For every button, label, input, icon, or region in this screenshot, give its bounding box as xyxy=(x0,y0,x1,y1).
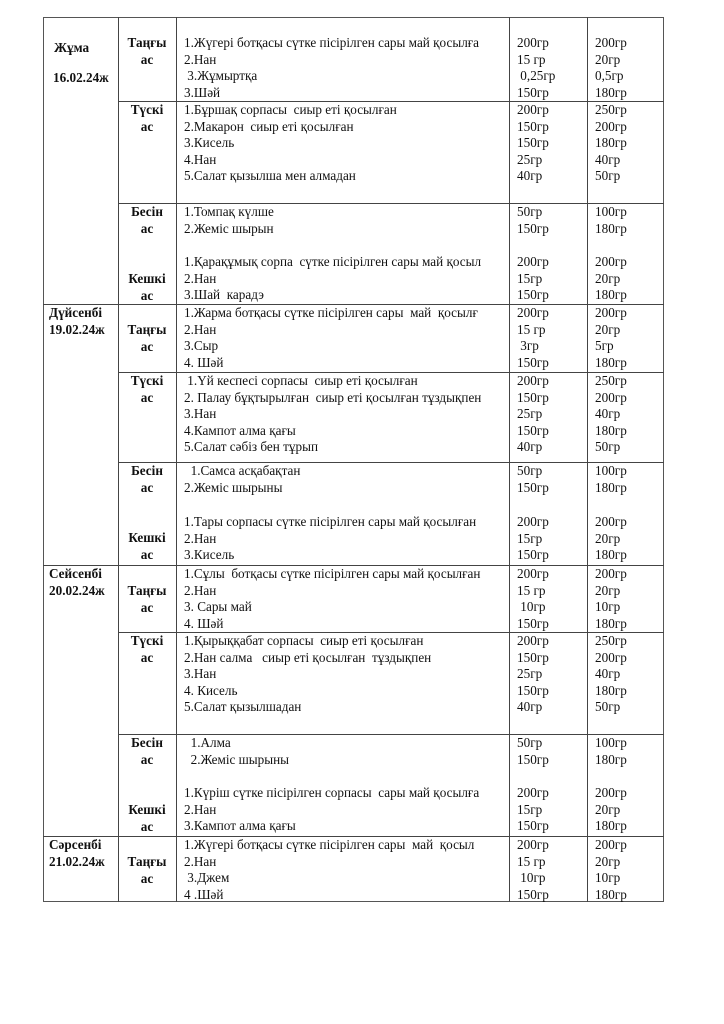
portion-small: 150гр xyxy=(517,220,549,236)
menu-item-text: 5.Салат қызылша мен алмадан xyxy=(184,168,356,184)
meal-suffix: ас xyxy=(140,650,154,665)
portion-large: 180гр xyxy=(595,422,627,438)
menu-item-text: 1.Алма xyxy=(184,735,231,750)
menu-item-text: 3.Шәй xyxy=(184,84,221,100)
portion-small: 50гр xyxy=(517,463,543,478)
menu-item-text: 2.Нан салма сиыр еті қосылған тұздықпен xyxy=(184,649,432,665)
portion-small: 200гр xyxy=(517,785,549,800)
menu-item-text: 1.Жүгері ботқасы сүтке пісірілген сары май қосылға xyxy=(184,35,480,50)
portion-large: 180гр xyxy=(595,751,627,767)
portion-small: 150гр xyxy=(517,389,549,405)
menu-item-text: 2.Нан xyxy=(184,853,217,869)
day-name: Сейсенбі xyxy=(49,566,102,581)
menu-item-text: 1.Үй кеспесі сорпасы сиыр еті қосылған xyxy=(184,373,418,388)
menu-item xyxy=(184,683,508,700)
menu-item xyxy=(184,785,508,802)
menu-item-text: 2. Палау бұқтырылған сиыр еті қосылған тұздықпен xyxy=(184,389,482,405)
meal-name: Таңғы xyxy=(127,854,167,869)
menu-item-text: 4 .Шәй xyxy=(184,886,224,902)
menu-item-text: 2.Жеміс шырыны xyxy=(184,751,290,767)
portion-small: 150гр xyxy=(517,682,549,698)
portion-large: 200гр xyxy=(595,837,627,852)
portion-large: 200гр xyxy=(595,254,627,269)
portion-large: 5гр xyxy=(595,338,614,354)
portion-small: 150гр xyxy=(517,135,549,151)
portion-large: 10гр xyxy=(595,870,621,886)
menu-item-text: 1.Бұршақ сорпасы сиыр еті қосылған xyxy=(184,102,397,117)
menu-item-text: 3.Кисель xyxy=(184,135,235,151)
portion-small: 15 гр xyxy=(517,582,546,598)
portion-small: 150гр xyxy=(517,615,549,631)
meal-suffix: ас xyxy=(140,52,154,67)
portion-large: 0,5гр xyxy=(595,68,624,84)
menu-item-text: 2.Нан xyxy=(184,530,217,546)
menu-item xyxy=(184,887,508,904)
meal-name: Кешкі xyxy=(128,271,166,286)
portion-large: 200гр xyxy=(595,35,627,50)
day-date: 19.02.24ж xyxy=(49,322,105,337)
meal-suffix: ас xyxy=(140,339,154,354)
portion-small: 150гр xyxy=(517,422,549,438)
portion-large: 200гр xyxy=(595,305,627,320)
menu-item xyxy=(184,531,508,548)
menu-item-text: 2.Нан xyxy=(184,270,217,286)
portion-large: 200гр xyxy=(595,514,627,529)
column-divider xyxy=(118,17,119,902)
menu-item xyxy=(184,583,508,600)
menu-item-text: 3.Кампот алма қағы xyxy=(184,818,296,834)
meal-suffix: ас xyxy=(140,600,154,615)
portion-small: 15гр xyxy=(517,801,543,817)
menu-item-text: 4. Шәй xyxy=(184,354,224,370)
meal-name: Бесін xyxy=(131,735,163,750)
meal-suffix: ас xyxy=(140,480,154,495)
menu-item xyxy=(184,204,508,221)
portion-large: 180гр xyxy=(595,135,627,151)
menu-item xyxy=(184,119,508,136)
menu-item xyxy=(184,854,508,871)
menu-item-text: 2.Нан xyxy=(184,801,217,817)
day-date: 20.02.24ж xyxy=(49,583,105,598)
menu-item-text: 2.Жеміс шырын xyxy=(184,220,274,236)
menu-item-text: 1.Сұлы ботқасы сүтке пісірілген сары май қосылған xyxy=(184,566,481,581)
portion-small: 15 гр xyxy=(517,321,546,337)
portion-small: 40гр xyxy=(517,439,543,455)
portion-large: 40гр xyxy=(595,666,621,682)
portion-small: 150гр xyxy=(517,354,549,370)
menu-item xyxy=(184,406,508,423)
meal-name: Кешкі xyxy=(128,530,166,545)
menu-item xyxy=(184,870,508,887)
portion-large: 20гр xyxy=(595,321,621,337)
day-name: Сәрсенбі xyxy=(49,837,102,852)
menu-item-text: 5.Салат сәбіз бен тұрып xyxy=(184,439,319,455)
menu-item-text: 3.Нан xyxy=(184,406,217,422)
portion-small: 150гр xyxy=(517,479,549,495)
menu-item-text: 2.Нан xyxy=(184,321,217,337)
day-date: 16.02.24ж xyxy=(53,70,109,85)
portion-large: 50гр xyxy=(595,699,621,715)
menu-item xyxy=(184,52,508,69)
meal-suffix: ас xyxy=(140,871,154,886)
portion-small: 150гр xyxy=(517,287,549,303)
menu-item xyxy=(184,254,508,271)
meal-name: Таңғы xyxy=(127,583,167,598)
portion-large: 20гр xyxy=(595,853,621,869)
portion-small: 25гр xyxy=(517,406,543,422)
day-name: Дүйсенбі xyxy=(49,305,102,320)
portion-large: 100гр xyxy=(595,735,627,750)
portion-small: 150гр xyxy=(517,547,549,563)
portion-large: 100гр xyxy=(595,204,627,219)
portion-large: 20гр xyxy=(595,801,621,817)
portion-small: 0,25гр xyxy=(517,68,556,84)
portion-large: 40гр xyxy=(595,406,621,422)
menu-item xyxy=(184,338,508,355)
portion-small: 200гр xyxy=(517,305,549,320)
meal-suffix: ас xyxy=(140,288,154,303)
portion-small: 200гр xyxy=(517,254,549,269)
menu-item-text: 2.Нан xyxy=(184,51,217,67)
portion-large: 250гр xyxy=(595,633,627,648)
column-divider xyxy=(509,17,510,902)
meal-name: Бесін xyxy=(131,463,163,478)
portion-small: 15 гр xyxy=(517,853,546,869)
menu-item xyxy=(184,802,508,819)
menu-item xyxy=(184,735,508,752)
portion-large: 20гр xyxy=(595,530,621,546)
portion-small: 15гр xyxy=(517,270,543,286)
portion-small: 150гр xyxy=(517,818,549,834)
portion-small: 150гр xyxy=(517,84,549,100)
menu-item xyxy=(184,423,508,440)
portion-large: 100гр xyxy=(595,463,627,478)
menu-item xyxy=(184,818,508,835)
portion-large: 180гр xyxy=(595,220,627,236)
menu-item xyxy=(184,566,508,583)
portion-small: 15 гр xyxy=(517,51,546,67)
portion-large: 180гр xyxy=(595,479,627,495)
menu-item xyxy=(184,322,508,339)
menu-item xyxy=(184,547,508,564)
portion-large: 180гр xyxy=(595,818,627,834)
menu-item-text: 3.Джем xyxy=(184,870,230,886)
portion-small: 200гр xyxy=(517,102,549,117)
meal-suffix: ас xyxy=(140,119,154,134)
menu-item-text: 4. Кисель xyxy=(184,682,238,698)
menu-item-text: 4. Шәй xyxy=(184,615,224,631)
portion-large: 40гр xyxy=(595,151,621,167)
menu-item xyxy=(184,85,508,102)
menu-item-text: 1.Тары сорпасы сүтке пісірілген сары май қосылған xyxy=(184,514,477,529)
menu-item-text: 2.Макарон сиыр еті қосылған xyxy=(184,118,354,134)
portion-small: 200гр xyxy=(517,35,549,50)
meal-name: Таңғы xyxy=(127,322,167,337)
menu-item xyxy=(184,837,508,854)
day-name: Жұма xyxy=(54,40,90,55)
menu-item xyxy=(184,666,508,683)
menu-item xyxy=(184,355,508,372)
menu-item xyxy=(184,463,508,480)
menu-item xyxy=(184,102,508,119)
meal-suffix: ас xyxy=(140,390,154,405)
day-date: 21.02.24ж xyxy=(49,854,105,869)
portion-small: 40гр xyxy=(517,699,543,715)
portion-small: 25гр xyxy=(517,151,543,167)
menu-item-text: 1.Самса асқабақтан xyxy=(184,463,301,478)
menu-item xyxy=(184,439,508,456)
portion-large: 20гр xyxy=(595,51,621,67)
menu-item-text: 1.Қарақұмық сорпа сүтке пісірілген сары май қосыл xyxy=(184,254,482,269)
portion-small: 15гр xyxy=(517,530,543,546)
column-divider xyxy=(587,17,588,902)
portion-large: 50гр xyxy=(595,168,621,184)
portion-small: 3гр xyxy=(517,338,539,354)
column-divider xyxy=(176,17,177,902)
menu-item xyxy=(184,373,508,390)
menu-item-text: 1.Жарма ботқасы сүтке пісірілген сары май қосылғ xyxy=(184,305,478,320)
meal-suffix: ас xyxy=(140,819,154,834)
menu-item xyxy=(184,152,508,169)
menu-item-text: 3.Сыр xyxy=(184,338,219,354)
meal-name: Кешкі xyxy=(128,802,166,817)
portion-large: 200гр xyxy=(595,118,627,134)
menu-item xyxy=(184,168,508,185)
menu-item xyxy=(184,650,508,667)
portion-large: 180гр xyxy=(595,84,627,100)
portion-large: 10гр xyxy=(595,599,621,615)
portion-large: 180гр xyxy=(595,547,627,563)
portion-small: 50гр xyxy=(517,204,543,219)
portion-small: 200гр xyxy=(517,514,549,529)
portion-large: 200гр xyxy=(595,649,627,665)
portion-small: 200гр xyxy=(517,373,549,388)
menu-item xyxy=(184,480,508,497)
portion-small: 200гр xyxy=(517,837,549,852)
menu-item xyxy=(184,221,508,238)
meal-name: Түскі xyxy=(130,633,164,648)
portion-small: 25гр xyxy=(517,666,543,682)
portion-large: 200гр xyxy=(595,389,627,405)
portion-small: 10гр xyxy=(517,599,546,615)
menu-item xyxy=(184,287,508,304)
menu-item-text: 3.Жұмыртқа xyxy=(184,68,258,84)
portion-small: 150гр xyxy=(517,118,549,134)
menu-item-text: 1.Томпақ күлше xyxy=(184,204,274,219)
menu-item-text: 1.Күріш сүтке пісірілген сорпасы сары май қосылға xyxy=(184,785,480,800)
portion-small: 10гр xyxy=(517,870,546,886)
portion-small: 150гр xyxy=(517,649,549,665)
portion-large: 250гр xyxy=(595,373,627,388)
menu-item xyxy=(184,35,508,52)
menu-item-text: 2.Нан xyxy=(184,582,217,598)
menu-item xyxy=(184,699,508,716)
menu-item-text: 3.Нан xyxy=(184,666,217,682)
portion-small: 200гр xyxy=(517,566,549,581)
menu-item-text: 3.Шай карадэ xyxy=(184,287,264,303)
portion-small: 200гр xyxy=(517,633,549,648)
portion-small: 150гр xyxy=(517,886,549,902)
menu-item xyxy=(184,599,508,616)
portion-large: 180гр xyxy=(595,615,627,631)
portion-large: 20гр xyxy=(595,582,621,598)
menu-item-text: 4.Кампот алма қағы xyxy=(184,422,296,438)
portion-large: 200гр xyxy=(595,785,627,800)
meal-name: Таңғы xyxy=(127,35,167,50)
portion-large: 20гр xyxy=(595,270,621,286)
menu-item-text: 1.Қырыққабат сорпасы сиыр еті қосылған xyxy=(184,633,424,648)
menu-item xyxy=(184,305,508,322)
portion-small: 40гр xyxy=(517,168,543,184)
portion-small: 150гр xyxy=(517,751,549,767)
meal-name: Түскі xyxy=(130,373,164,388)
portion-large: 180гр xyxy=(595,886,627,902)
menu-item-text: 3.Кисель xyxy=(184,547,235,563)
portion-large: 180гр xyxy=(595,287,627,303)
meal-suffix: ас xyxy=(140,547,154,562)
menu-item xyxy=(184,633,508,650)
menu-item-text: 4.Нан xyxy=(184,151,217,167)
meal-suffix: ас xyxy=(140,221,154,236)
menu-item-text: 5.Салат қызылшадан xyxy=(184,699,302,715)
portion-large: 50гр xyxy=(595,439,621,455)
menu-item xyxy=(184,752,508,769)
menu-item-text: 3. Сары май xyxy=(184,599,252,615)
menu-item xyxy=(184,271,508,288)
meal-name: Бесін xyxy=(131,204,163,219)
menu-item-text: 2.Жеміс шырыны xyxy=(184,479,283,495)
portion-large: 250гр xyxy=(595,102,627,117)
portion-large: 180гр xyxy=(595,682,627,698)
menu-item xyxy=(184,135,508,152)
portion-large: 180гр xyxy=(595,354,627,370)
meal-suffix: ас xyxy=(140,752,154,767)
menu-item-text: 1.Жүгері ботқасы сүтке пісірілген сары май қосыл xyxy=(184,837,475,852)
portion-large: 200гр xyxy=(595,566,627,581)
menu-item xyxy=(184,616,508,633)
meal-name: Түскі xyxy=(130,102,164,117)
menu-item xyxy=(184,390,508,407)
portion-small: 50гр xyxy=(517,735,543,750)
menu-item xyxy=(184,68,508,85)
menu-item xyxy=(184,514,508,531)
